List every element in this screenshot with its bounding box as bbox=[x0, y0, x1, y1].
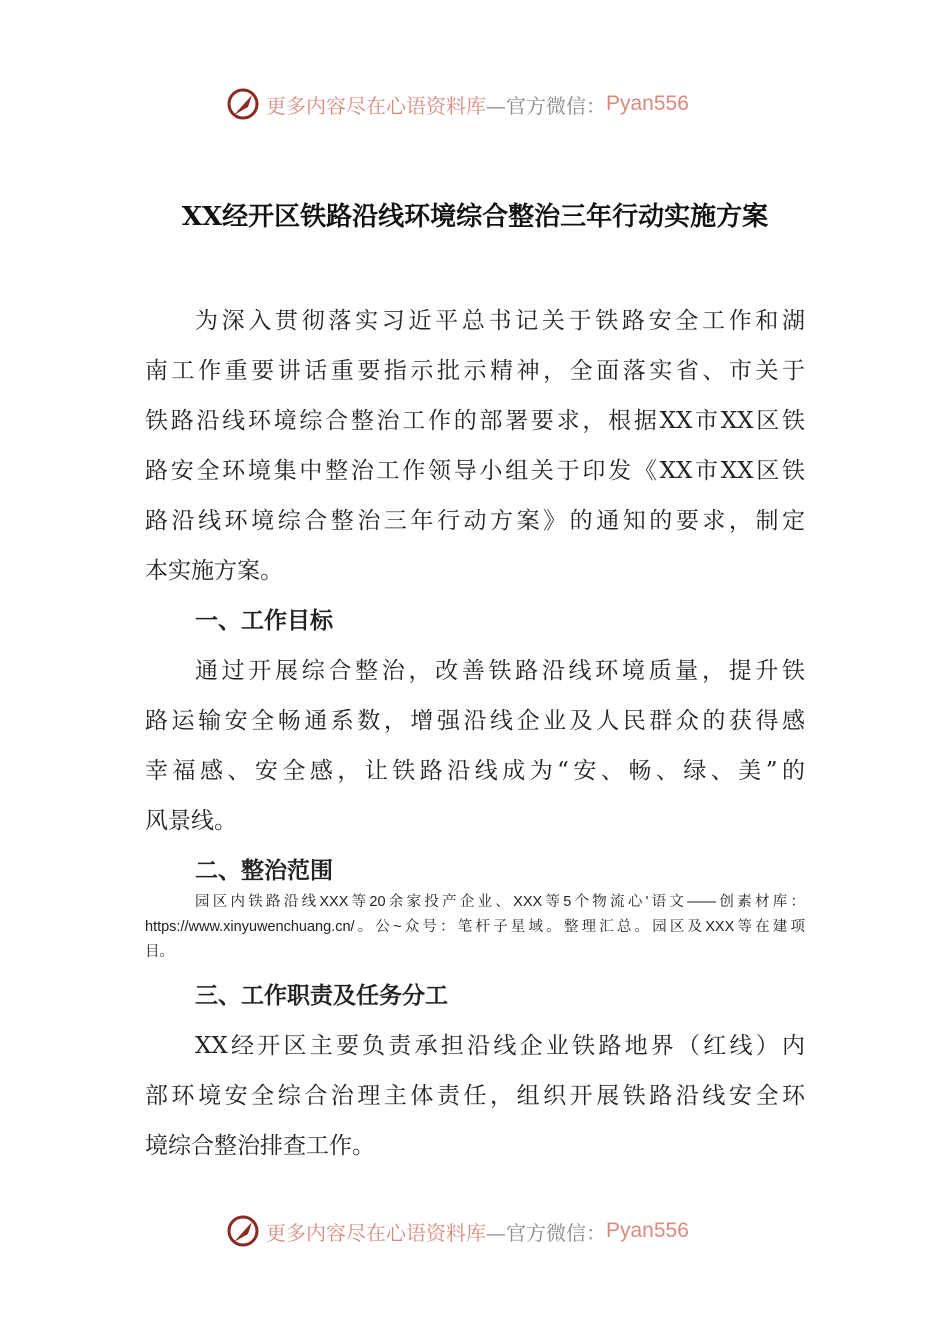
section-paragraph: 园区内铁路沿线XXX等20余家投产企业、XXX等5个物流心'语文——创素材库： https://www.xinyuwenchuang.cn/。公~众号：笔杆子星域。整理汇总。园区及XXX等在建项 目。 bbox=[145, 894, 805, 960]
header-banner: 更多内容尽在心语资料库 —官方微信： Pyan556 bbox=[226, 84, 726, 124]
section-paragraph: XX经开区主要负责承担沿线企业铁路地界（红线）内 部环境安全综合治理主体责任，组织开展铁路沿线安全环 境综合整治排查工作。 bbox=[145, 1033, 805, 1159]
section-paragraph: 通过开展综合整治，改善铁路沿线环境质量，提升铁 路运输安全畅通系数，增强沿线企业及人民群众的获得感 幸福感、安全感，让铁路沿线成为“安、畅、绿、美”的 风景线。 bbox=[145, 658, 805, 834]
section-heading: 一、工作目标 bbox=[195, 608, 333, 634]
document-body bbox=[145, 296, 805, 1171]
quill-logo-icon bbox=[226, 1214, 260, 1248]
section-heading: 二、整治范围 bbox=[195, 858, 333, 884]
quill-logo-icon bbox=[226, 87, 260, 121]
footer-banner: 更多内容尽在心语资料库 —官方微信： Pyan556 bbox=[226, 1211, 726, 1251]
section-heading: 三、工作职责及任务分工 bbox=[195, 983, 448, 1009]
intro-paragraph: 为深入贯彻落实习近平总书记关于铁路安全工作和湖 南工作重要讲话重要指示批示精神，全面落实省、市关于 铁路沿线环境综合整治工作的部署要求，根据XX市XX区铁 路安全环境集中整治工作领导小组关于印发《XX市XX区铁 路沿线环境综合整治三年行动方案》的通知的要求，制定 本实施方案。 bbox=[145, 308, 805, 584]
document-title: XX经开区铁路沿线环境综合整治三年行动实施方案 bbox=[181, 202, 769, 232]
